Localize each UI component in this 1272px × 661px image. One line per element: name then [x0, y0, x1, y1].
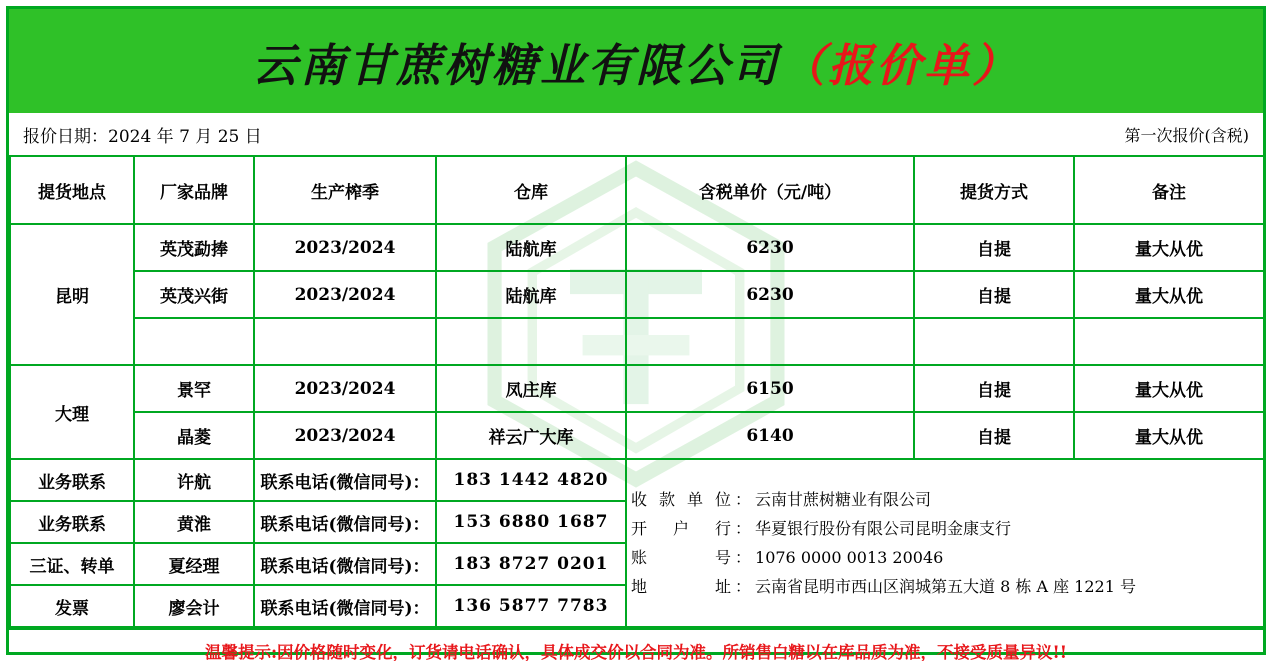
cell-method: [914, 318, 1074, 365]
table-row-empty: [10, 318, 1264, 365]
cell-warehouse: 凤庄库: [436, 365, 626, 412]
bank-key: 开户行: [631, 519, 731, 538]
contact-phone: 183 1442 4820: [436, 459, 626, 501]
cell-remark: 量大从优: [1074, 412, 1264, 459]
contact-role: 发票: [10, 585, 134, 627]
col-header-season: 生产榨季: [254, 156, 436, 224]
bank-value: 华夏银行股份有限公司昆明金康支行: [755, 519, 1012, 538]
cell-price: 6150: [626, 365, 914, 412]
title-suffix: （报价单）: [780, 38, 1021, 92]
bank-key: 账号: [631, 548, 731, 567]
table-row: [10, 271, 1264, 318]
table-row: [10, 224, 1264, 271]
document-body: [9, 113, 1263, 661]
quote-round: 第一次报价(含税): [1124, 125, 1249, 145]
cell-season: 2023/2024: [254, 224, 436, 271]
cell-warehouse: 陆航库: [436, 224, 626, 271]
warm-notice: 温馨提示:因价格随时变化，订货请电话确认，具体成交价以合同为准。所销售白糖以在库品质为准，不接受质量异议!!: [9, 628, 1263, 661]
table-row: [10, 412, 1264, 459]
cell-brand: 景罕: [134, 365, 254, 412]
table-row: [10, 365, 1264, 412]
cell-season: [254, 318, 436, 365]
cell-method: 自提: [914, 271, 1074, 318]
col-header-place: 提货地点: [10, 156, 134, 224]
cell-price: 6230: [626, 224, 914, 271]
bank-line: [631, 543, 1259, 572]
table-header-row: [10, 156, 1264, 224]
col-header-method: 提货方式: [914, 156, 1074, 224]
quote-date: 报价日期：2024 年 7 月 25 日: [23, 126, 262, 147]
col-header-warehouse: 仓库: [436, 156, 626, 224]
bank-info-block: [626, 459, 1264, 627]
cell-brand: 晶菱: [134, 412, 254, 459]
cell-remark: [1074, 318, 1264, 365]
col-header-price: 含税单价（元/吨）: [626, 156, 914, 224]
contact-phone-label: 联系电话(微信同号)：: [254, 501, 436, 543]
cell-price: 6230: [626, 271, 914, 318]
cell-warehouse: [436, 318, 626, 365]
contact-phone-label: 联系电话(微信同号)：: [254, 585, 436, 627]
cell-season: 2023/2024: [254, 271, 436, 318]
bank-key: 地址: [631, 577, 731, 596]
title-banner: [9, 9, 1263, 113]
contact-name: 许航: [134, 459, 254, 501]
bank-line: [631, 514, 1259, 543]
cell-brand: 英茂勐捧: [134, 224, 254, 271]
cell-price: 6140: [626, 412, 914, 459]
bank-separator: ：: [735, 548, 752, 567]
cell-warehouse: 陆航库: [436, 271, 626, 318]
bank-value: 1076 0000 0013 20046: [755, 548, 944, 567]
cell-method: 自提: [914, 365, 1074, 412]
contact-name: 夏经理: [134, 543, 254, 585]
bank-separator: ：: [735, 490, 752, 509]
document-frame: [6, 6, 1266, 661]
contact-phone-label: 联系电话(微信同号)：: [254, 459, 436, 501]
contact-role: 业务联系: [10, 501, 134, 543]
cell-remark: 量大从优: [1074, 271, 1264, 318]
cell-place-kunming: 昆明: [10, 224, 134, 365]
bank-separator: ：: [735, 577, 752, 596]
contact-phone: 183 8727 0201: [436, 543, 626, 585]
company-name: 云南甘蔗树糖业有限公司: [251, 38, 780, 92]
bank-value: 云南甘蔗树糖业有限公司: [755, 490, 932, 509]
quotation-table: [9, 155, 1265, 628]
cell-season: 2023/2024: [254, 412, 436, 459]
contact-role: 业务联系: [10, 459, 134, 501]
cell-season: 2023/2024: [254, 365, 436, 412]
cell-place-dali: 大理: [10, 365, 134, 459]
col-header-brand: 厂家品牌: [134, 156, 254, 224]
cell-method: 自提: [914, 412, 1074, 459]
cell-method: 自提: [914, 224, 1074, 271]
bank-separator: ：: [735, 519, 752, 538]
bank-key: 收款单位: [631, 490, 731, 509]
contact-name: 廖会计: [134, 585, 254, 627]
contact-phone: 153 6880 1687: [436, 501, 626, 543]
bank-value: 云南省昆明市西山区润城第五大道 8 栋 A 座 1221 号: [755, 577, 1136, 596]
contact-role: 三证、转单: [10, 543, 134, 585]
contact-phone: 136 5877 7783: [436, 585, 626, 627]
contact-phone-label: 联系电话(微信同号)：: [254, 543, 436, 585]
cell-brand: [134, 318, 254, 365]
page-title: [252, 29, 1020, 94]
bank-line: [631, 572, 1259, 601]
meta-row: [9, 113, 1263, 155]
contact-row: [10, 459, 1264, 501]
col-header-remark: 备注: [1074, 156, 1264, 224]
cell-remark: 量大从优: [1074, 365, 1264, 412]
contact-name: 黄淮: [134, 501, 254, 543]
cell-brand: 英茂兴街: [134, 271, 254, 318]
cell-remark: 量大从优: [1074, 224, 1264, 271]
bank-line: [631, 485, 1259, 514]
cell-price: [626, 318, 914, 365]
cell-warehouse: 祥云广大库: [436, 412, 626, 459]
